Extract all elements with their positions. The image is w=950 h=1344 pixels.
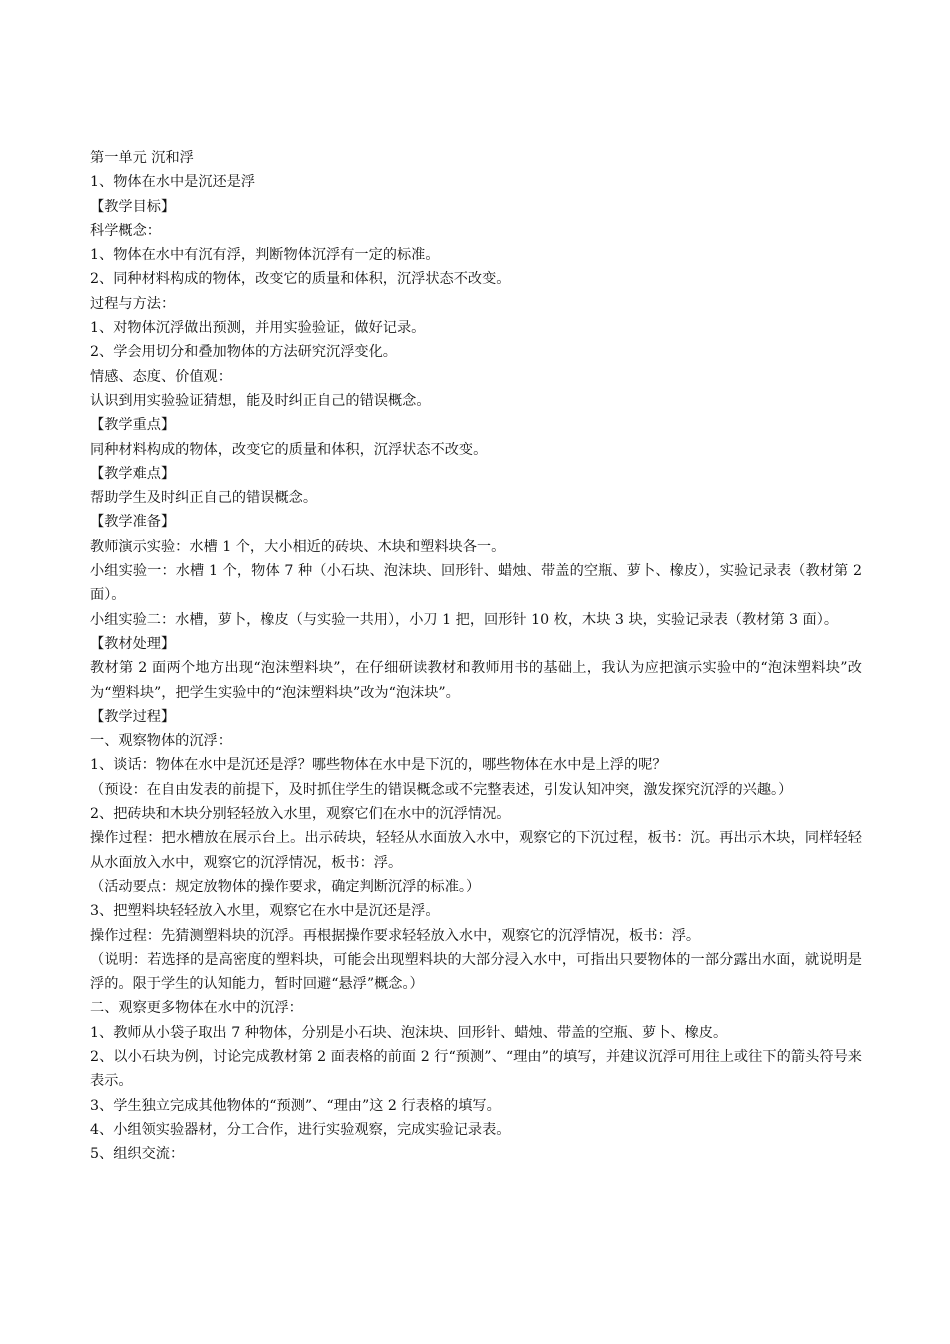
subheading-process-methods: 过程与方法： (90, 295, 176, 312)
paragraph: 1、谈话：物体在水中是沉还是浮？哪些物体在水中是下沉的，哪些物体在水中是上浮的呢？ (90, 757, 667, 774)
paragraph: 教师演示实验：水槽 1 个，大小相近的砖块、木块和塑料块各一。 (90, 538, 506, 555)
paragraph: 1、教师从小袋子取出 7 种物体，分别是小石块、泡沫块、回形针、蜡烛、带盖的空瓶、萝卜、橡皮。 (90, 1024, 728, 1041)
subheading-part-two: 二、观察更多物体在水中的沉浮： (90, 1000, 303, 1017)
paragraph: 小组实验二：水槽，萝卜，橡皮（与实验一共用），小刀 1 把，回形针 10 枚，木块 3 块，实验记录表（教材第 3 面）。 (90, 611, 839, 628)
paragraph: 帮助学生及时纠正自己的错误概念。 (90, 490, 318, 507)
section-heading-preparation: 【教学准备】 (90, 514, 176, 531)
section-heading-material-handling: 【教材处理】 (90, 635, 176, 652)
paragraph: 1、物体在水中有沉有浮，判断物体沉浮有一定的标准。 (90, 247, 440, 264)
section-heading-objectives: 【教学目标】 (90, 198, 176, 215)
paragraph: 操作过程：先猜测塑料块的沉浮。再根据操作要求轻轻放入水中，观察它的沉浮情况，板书：浮。 (90, 927, 701, 944)
paragraph: 操作过程：把水槽放在展示台上。出示砖块，轻轻从水面放入水中，观察它的下沉过程，板书：沉。再出示木块，同样轻轻从水面放入水中，观察它的沉浮情况，板书：浮。 (90, 830, 862, 871)
subheading-science-concepts: 科学概念： (90, 222, 161, 239)
paragraph: 教材第 2 面两个地方出现“泡沫塑料块”，在仔细研读教材和教师用书的基础上，我认为应把演示实验中的“泡沫塑料块”改为“塑料块”，把学生实验中的“泡沫塑料块”改为“泡沫块”。 (90, 660, 862, 701)
paragraph: （预设：在自由发表的前提下，及时抓住学生的错误概念或不完整表述，引发认知冲突，激发探究沉浮的兴趣。） (90, 781, 793, 798)
paragraph: 3、把塑料块轻轻放入水里，观察它在水中是沉还是浮。 (90, 903, 440, 920)
paragraph: 4、小组领实验器材，分工合作，进行实验观察，完成实验记录表。 (90, 1121, 511, 1138)
section-heading-difficulties: 【教学难点】 (90, 465, 176, 482)
subheading-part-one: 一、观察物体的沉浮： (90, 733, 232, 750)
paragraph: 1、对物体沉浮做出预测，并用实验验证，做好记录。 (90, 320, 426, 337)
subheading-emotions-values: 情感、态度、价值观： (90, 368, 232, 385)
unit-title: 第一单元 沉和浮 (90, 150, 194, 166)
paragraph: 同种材料构成的物体，改变它的质量和体积，沉浮状态不改变。 (90, 441, 488, 458)
section-heading-key-points: 【教学重点】 (90, 417, 176, 434)
section-heading-teaching-process: 【教学过程】 (90, 708, 176, 725)
paragraph: 3、学生独立完成其他物体的“预测”、“理由”这 2 行表格的填写。 (90, 1097, 501, 1114)
paragraph: 2、同种材料构成的物体，改变它的质量和体积，沉浮状态不改变。 (90, 271, 511, 288)
paragraph: 小组实验一：水槽 1 个，物体 7 种（小石块、泡沫块、回形针、蜡烛、带盖的空瓶、萝卜、橡皮），实验记录表（教材第 2 面）。 (90, 563, 862, 604)
paragraph: 5、组织交流： (90, 1146, 185, 1163)
paragraph: 2、把砖块和木块分别轻轻放入水里，观察它们在水中的沉浮情况。 (90, 806, 511, 823)
document-page (90, 146, 862, 1166)
paragraph: 认识到用实验验证猜想，能及时纠正自己的错误概念。 (90, 392, 431, 409)
lesson-title: 1、物体在水中是沉还是浮 (90, 174, 256, 191)
paragraph: 2、以小石块为例，讨论完成教材第 2 面表格的前面 2 行“预测”、“理由”的填写，并建议沉浮可用往上或往下的箭头符号来表示。 (90, 1048, 862, 1090)
paragraph: （活动要点：规定放物体的操作要求，确定判断沉浮的标准。） (90, 878, 481, 895)
paragraph: 2、学会用切分和叠加物体的方法研究沉浮变化。 (90, 344, 397, 361)
paragraph: （说明：若选择的是高密度的塑料块，可能会出现塑料块的大部分浸入水中，可指出只要物体的一部分露出水面，就说明是浮的。限于学生的认知能力，暂时回避“悬浮”概念。） (90, 951, 862, 993)
